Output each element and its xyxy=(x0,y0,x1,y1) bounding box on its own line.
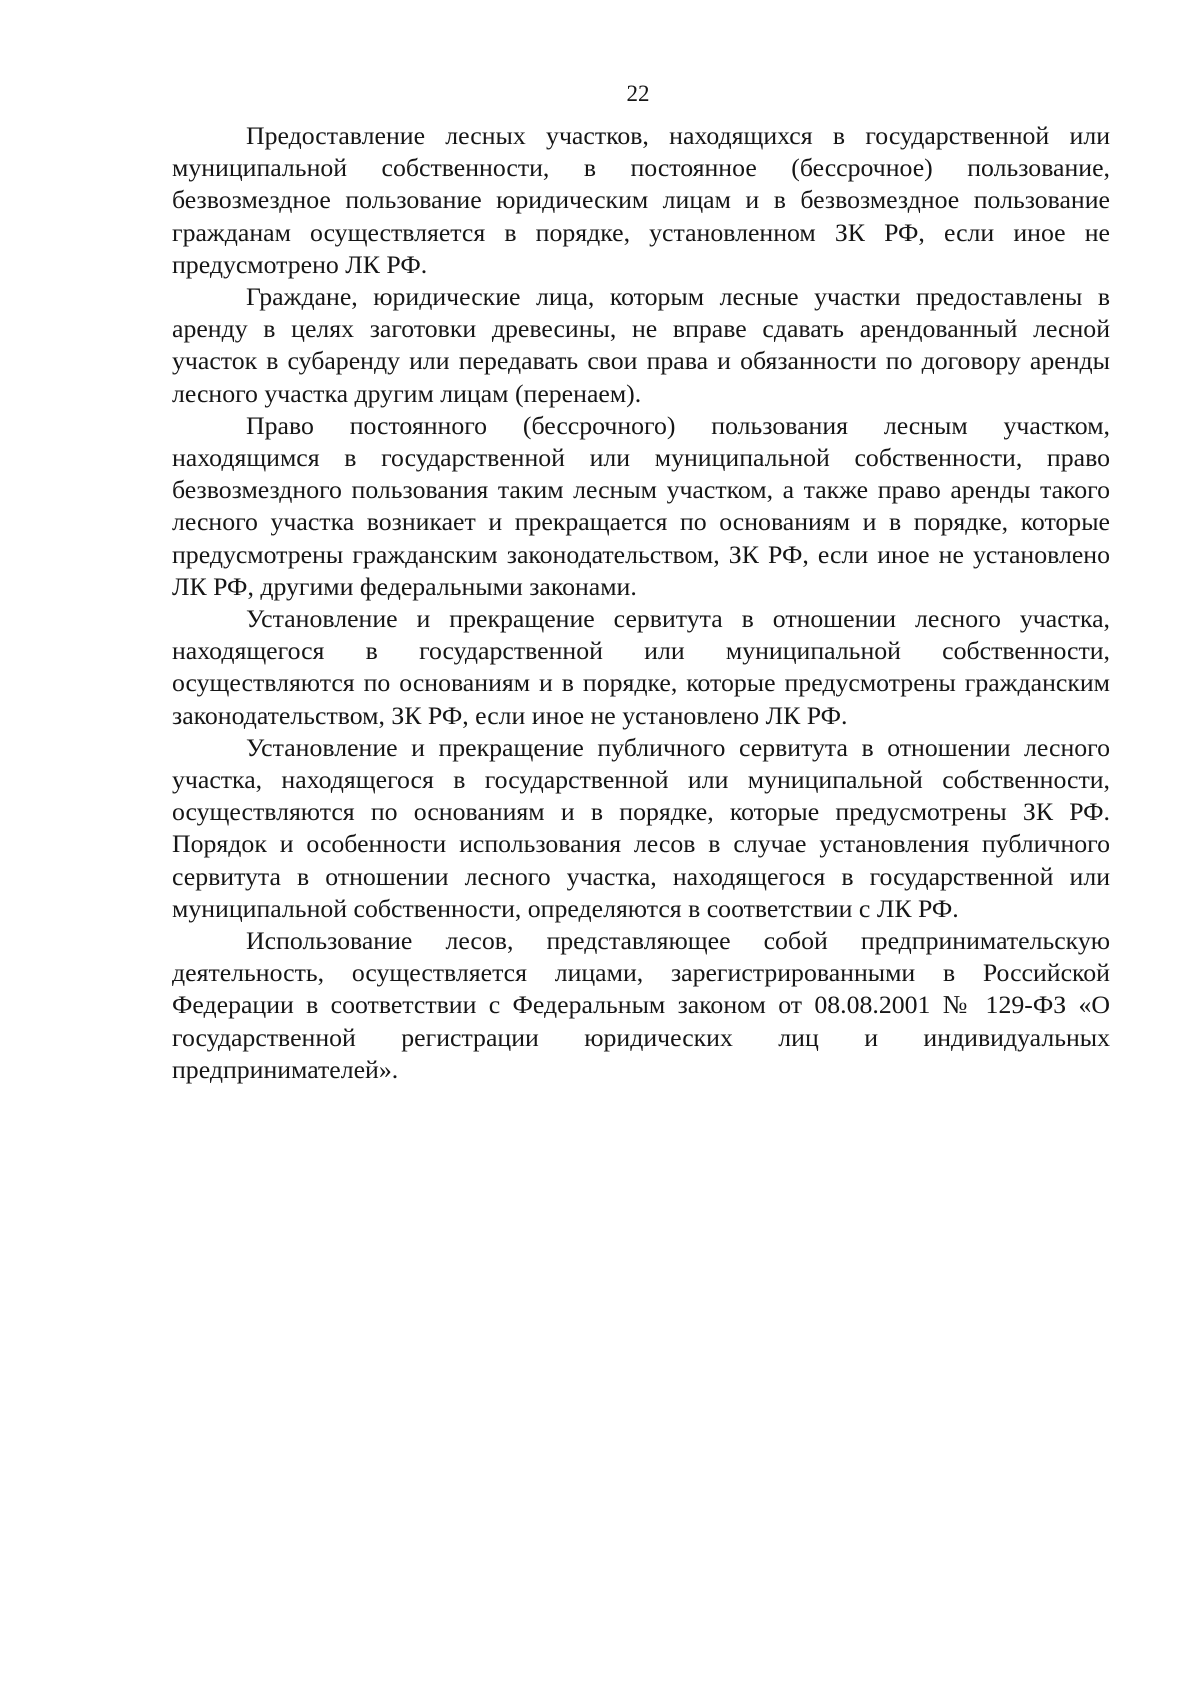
paragraph: Использование лесов, представляющее собой предпринимательскую деятельность, осуществляется лицами, зарегистрированными в Российской Федерации в соответствии с Федеральным законом от 08.08.2001 № 129-ФЗ «О государственной регистрации юридических лиц и индивидуальных предпринимателей». xyxy=(172,926,1110,1084)
page-number: 22 xyxy=(626,81,650,106)
paragraph: Предоставление лесных участков, находящихся в государственной или муниципальной собственности, в постоянное (бессрочное) пользование, безвозмездное пользование юридическим лицам и в безвозмездное пользование гражданам осуществляется в порядке, установленном ЗК РФ, если иное не предусмотрено ЛК РФ. xyxy=(172,121,1110,279)
paragraph: Право постоянного (бессрочного) пользования лесным участком, находящимся в государственной или муниципальной собственности, право безвозмездного пользования таким лесным участком, а также право аренды такого лесного участка возникает и прекращается по основаниям и в порядке, которые предусмотрены гражданским законодательством, ЗК РФ, если иное не установлено ЛК РФ, другими федеральными законами. xyxy=(172,410,1110,601)
paragraph: Установление и прекращение сервитута в отношении лесного участка, находящегося в государственной или муниципальной собственности, осуществляются по основаниям и в порядке, которые предусмотрены гражданским законодательством, ЗК РФ, если иное не установлено ЛК РФ. xyxy=(172,604,1110,730)
paragraph: Установление и прекращение публичного сервитута в отношении лесного участка, находящегося в государственной или муниципальной собственности, осуществляются по основаниям и в порядке, которые предусмотрены ЗК РФ. Порядок и особенности использования лесов в случае установления публичного сервитута в отношении лесного участка, находящегося в государственной или муниципальной собственности, определяются в соответствии с ЛК РФ. xyxy=(172,732,1110,923)
paragraph: Граждане, юридические лица, которым лесные участки предоставлены в аренду в целях заготовки древесины, не вправе сдавать арендованный лесной участок в субаренду или передавать свои права и обязанности по договору аренды лесного участка другим лицам (перенаем). xyxy=(172,282,1110,408)
document-body xyxy=(172,120,1110,1086)
